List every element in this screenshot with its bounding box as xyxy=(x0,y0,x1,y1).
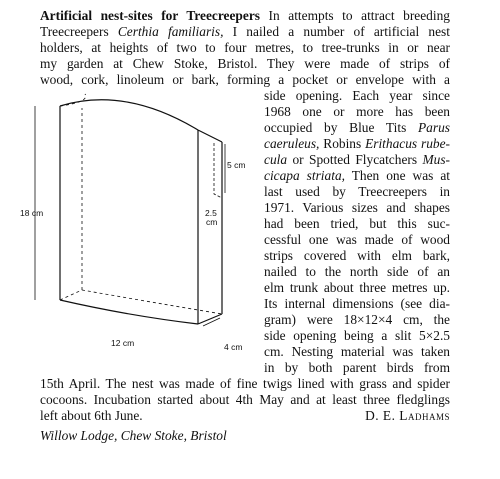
text-line: 1971. Various sizes and shapes xyxy=(264,200,450,215)
text-line: side opening. Each year since xyxy=(264,88,450,103)
back-top-edge xyxy=(60,94,86,106)
text-line: had been tried, but this suc- xyxy=(264,216,450,231)
slit-height-label: 5 cm xyxy=(227,160,246,170)
text-line: holders, at heights of two to four metres, to tree-trunks in or near xyxy=(40,40,450,55)
text-line xyxy=(264,136,450,152)
species-name: Erithacus rube- xyxy=(365,136,450,151)
back-bottom-edge xyxy=(82,290,222,314)
dimension-marks xyxy=(35,106,225,326)
text-line: Its internal dimensions (see dia- xyxy=(264,296,450,311)
text-line: cocoons. Incubation started about 4th May and at least three fledglings xyxy=(40,392,450,407)
front-top-edge xyxy=(60,100,198,130)
height-label: 18 cm xyxy=(20,208,44,218)
front-bottom-edge xyxy=(60,300,198,324)
text-line: last used by Treecreepers in xyxy=(264,184,450,199)
text-line xyxy=(40,24,450,40)
text-line: my garden at Chew Stoke, Bristol. They were made of strips of xyxy=(40,56,450,71)
text-line: cessful one was made of wood xyxy=(264,232,450,247)
back-bottom-left xyxy=(60,290,82,300)
text-line: strips covered with elm bark, xyxy=(264,248,450,263)
slit-width-unit: cm xyxy=(206,217,218,227)
text-line: gram) were 18×12×4 cm, the xyxy=(264,312,450,327)
species-name: caeruleus, xyxy=(264,136,320,151)
text-fragment: or Spotted Flycatchers xyxy=(287,152,423,167)
text-line: left about 6th June. xyxy=(40,408,143,423)
text-fragment: I nailed a number of artificial nest xyxy=(223,24,450,39)
text-line xyxy=(264,120,450,136)
species-name: cicapa striata, xyxy=(264,168,345,183)
text-fragment: Then one was at xyxy=(345,168,450,183)
text-line: nailed to the north side of an xyxy=(264,264,450,279)
text-line: side opening being a slit 5×2.5 xyxy=(264,328,450,343)
text-line: wood, cork, linoleum or bark, forming a pocket or envelope with a xyxy=(40,72,450,87)
species-name: Mus- xyxy=(422,152,450,167)
text-fragment: Robins xyxy=(319,136,366,151)
text-line: cm. Nesting material was taken xyxy=(264,344,450,359)
text-line: In attempts to attract breeding xyxy=(268,8,450,23)
side-top-edge xyxy=(198,130,222,142)
author-name: D. E. Ladhams xyxy=(365,408,450,423)
nest-box-diagram xyxy=(20,88,260,370)
text-line: 15th April. The nest was made of fine twigs lined with grass and spider xyxy=(40,376,450,391)
text-line: in by both parent birds from xyxy=(264,360,450,375)
article-title: Artificial nest-sites for Treecreepers xyxy=(40,8,260,23)
depth-label: 4 cm xyxy=(224,342,243,352)
side-slit xyxy=(214,143,222,198)
text-line xyxy=(264,168,450,184)
text-line xyxy=(264,152,450,168)
species-name: Parus xyxy=(418,120,450,135)
text-fragment: Treecreepers xyxy=(40,24,118,39)
species-name: Certhia familiaris, xyxy=(117,24,224,39)
article-first-line xyxy=(40,8,450,24)
text-fragment: occupied by Blue Tits xyxy=(264,120,418,135)
width-label: 12 cm xyxy=(111,338,135,348)
author-address: Willow Lodge, Chew Stoke, Bristol xyxy=(40,428,227,443)
text-line: elm trunk about three metres up. xyxy=(264,280,450,295)
text-line: 1968 one or more has been xyxy=(264,104,450,119)
species-name: cula xyxy=(264,152,288,167)
slit-width-label: 2.5 xyxy=(205,208,217,218)
